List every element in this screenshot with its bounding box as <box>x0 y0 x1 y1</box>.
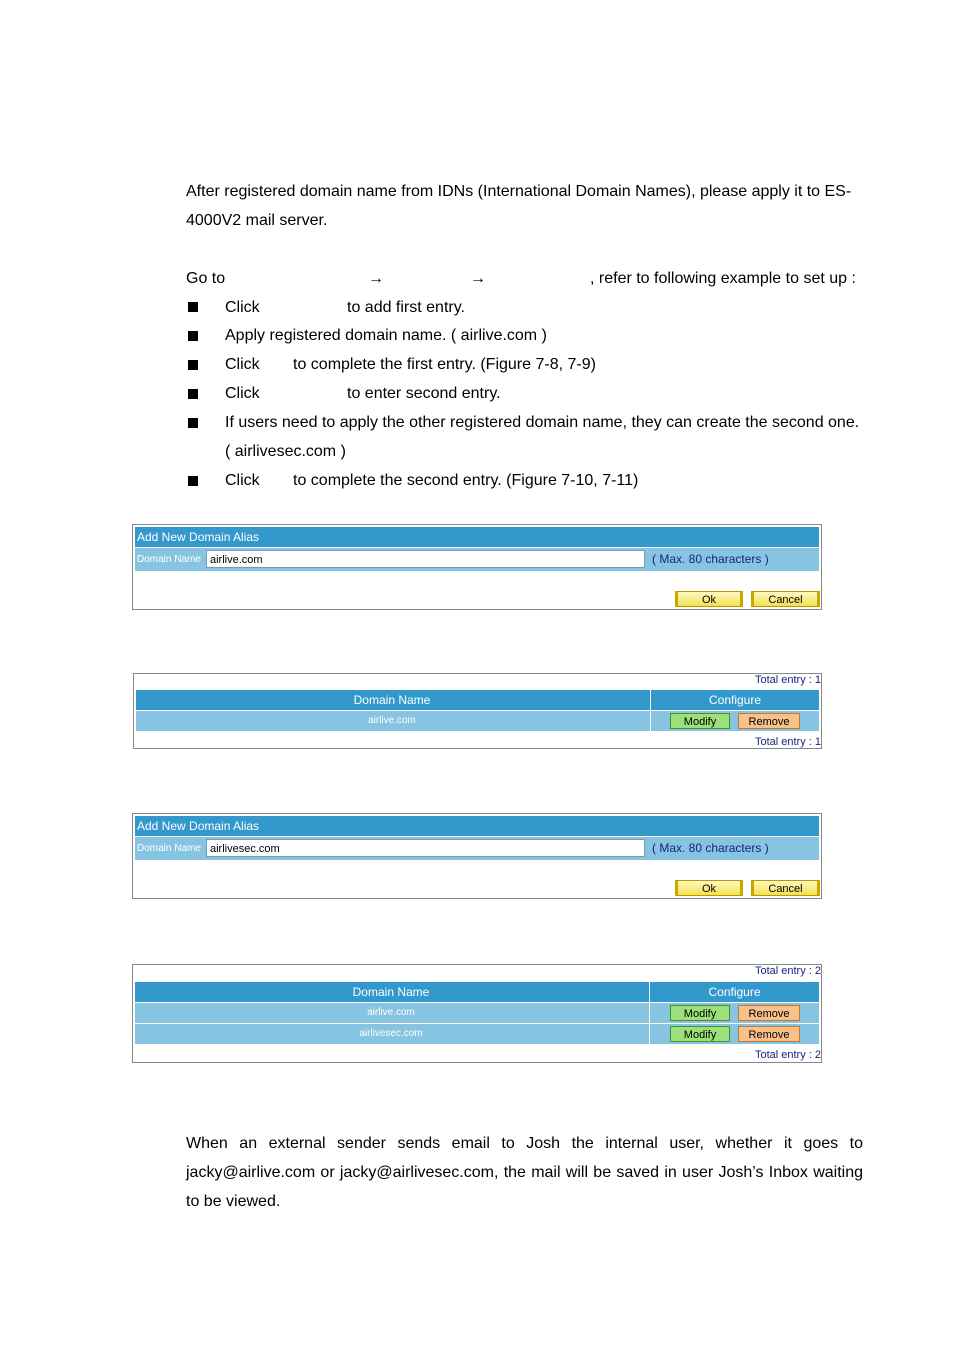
step-text: to complete the second entry. (Figure 7-10, 7-11) <box>293 472 639 489</box>
modify-button[interactable]: Modify <box>670 1005 730 1021</box>
domain-cell: airlive.com <box>368 715 416 726</box>
table-header <box>135 982 819 1002</box>
configure-cell <box>649 1024 819 1044</box>
add-domain-alias-form <box>132 813 822 899</box>
column-domain-name: Domain Name <box>352 985 430 999</box>
step-text: to complete the first entry. (Figure 7-8, 7-9) <box>293 356 596 373</box>
configure-cell <box>650 711 819 731</box>
step-text: Apply registered domain name. ( airlive.com ) <box>225 327 547 344</box>
table-row <box>135 1024 819 1044</box>
column-domain-name: Domain Name <box>353 693 431 707</box>
total-entry-bottom: Total entry : 2 <box>754 1049 821 1061</box>
goto-prefix: Go to <box>186 270 226 287</box>
max-characters-hint: ( Max. 80 characters ) <box>652 552 769 566</box>
step-text: Click <box>225 356 260 373</box>
configure-cell <box>649 1003 819 1023</box>
ok-button[interactable]: Ok <box>675 591 743 607</box>
add-domain-alias-form <box>132 524 822 610</box>
step-text: ( airlivesec.com ) <box>225 443 346 460</box>
total-entry-top: Total entry : 2 <box>754 965 821 977</box>
column-configure: Configure <box>650 690 819 710</box>
bullet-icon <box>188 331 198 341</box>
total-entry-bottom: Total entry : 1 <box>754 736 821 748</box>
step-text: to enter second entry. <box>347 385 501 402</box>
cancel-button[interactable]: Cancel <box>751 591 820 607</box>
table-row <box>135 1003 819 1023</box>
arrow-right-icon: → <box>368 270 384 287</box>
goto-suffix: , refer to following example to set up : <box>590 270 856 287</box>
domain-name-row <box>135 837 819 860</box>
modify-button[interactable]: Modify <box>670 1026 730 1042</box>
total-entry-top: Total entry : 1 <box>754 674 821 686</box>
outro-paragraph: When an external sender sends email to Josh the internal user, whether it goes to jacky@airlive.com or jacky@airlivesec.com, the mail will be saved in user Josh’s Inbox waiting to be viewed. <box>186 1135 863 1210</box>
arrow-right-icon: → <box>470 270 486 287</box>
bullet-icon <box>188 389 198 399</box>
domain-name-input[interactable]: airlivesec.com <box>206 839 645 857</box>
step-text: Click <box>225 385 260 402</box>
bullet-icon <box>188 418 198 428</box>
domain-name-label: Domain Name <box>137 554 201 565</box>
max-characters-hint: ( Max. 80 characters ) <box>652 841 769 855</box>
domain-name-row <box>135 548 819 571</box>
ok-button[interactable]: Ok <box>675 880 743 896</box>
domain-cell: airlive.com <box>367 1007 415 1018</box>
domain-name-input[interactable]: airlive.com <box>206 550 645 568</box>
remove-button[interactable]: Remove <box>738 1026 800 1042</box>
remove-button[interactable]: Remove <box>738 713 800 729</box>
bullet-icon <box>188 360 198 370</box>
bullet-icon <box>188 476 198 486</box>
form-title: Add New Domain Alias <box>135 527 819 547</box>
bullet-icon <box>188 302 198 312</box>
form-title: Add New Domain Alias <box>135 816 819 836</box>
domain-alias-list <box>132 964 822 1063</box>
table-header <box>136 690 819 710</box>
step-text: Click <box>225 299 260 316</box>
modify-button[interactable]: Modify <box>670 713 730 729</box>
cancel-button[interactable]: Cancel <box>751 880 820 896</box>
remove-button[interactable]: Remove <box>738 1005 800 1021</box>
step-text: Click <box>225 472 260 489</box>
step-text: to add first entry. <box>347 299 465 316</box>
domain-alias-list <box>133 673 822 749</box>
column-configure: Configure <box>649 982 819 1002</box>
table-row <box>136 711 819 731</box>
intro-paragraph: After registered domain name from IDNs (International Domain Names), please apply it to ES-4000V2 mail server. <box>186 183 852 229</box>
domain-name-label: Domain Name <box>137 843 201 854</box>
domain-cell: airlivesec.com <box>359 1028 423 1039</box>
step-text: If users need to apply the other registered domain name, they can create the second one. <box>225 414 860 431</box>
